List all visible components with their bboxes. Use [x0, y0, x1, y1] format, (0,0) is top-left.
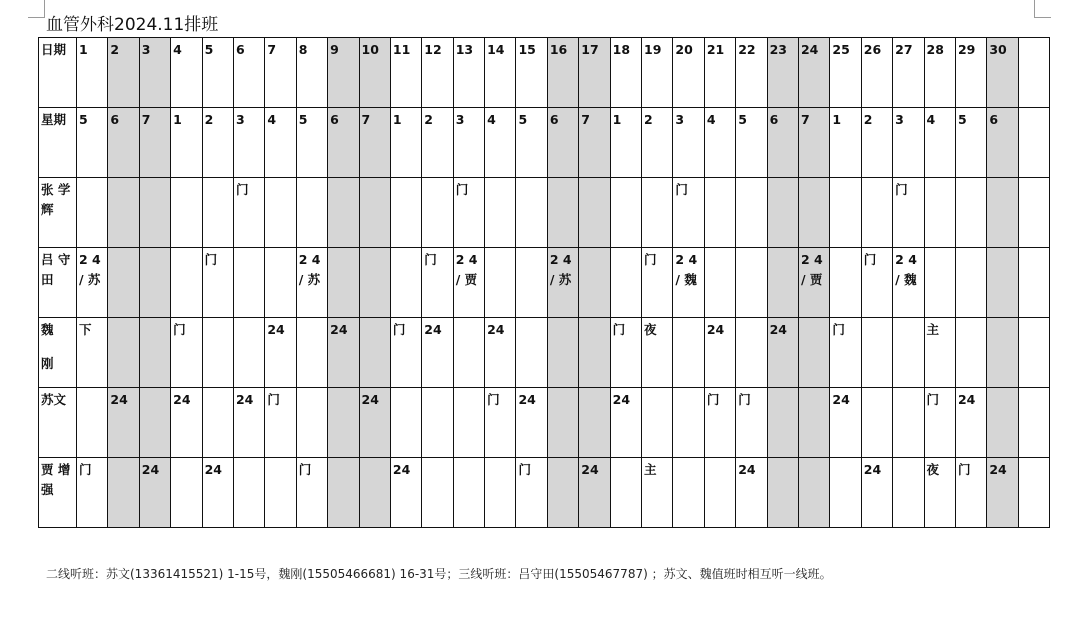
row-label [39, 458, 77, 528]
schedule-cell [139, 248, 170, 318]
schedule-cell: 7 [579, 108, 610, 178]
table-row [39, 318, 1050, 388]
schedule-cell: 24 [516, 388, 547, 458]
row-label-text: 魏 [41, 322, 54, 337]
schedule-cell: 24 [736, 458, 767, 528]
schedule-cell: 24 [798, 38, 829, 108]
schedule-cell: 29 [955, 38, 986, 108]
schedule-cell [924, 178, 955, 248]
schedule-cell: 24 [704, 318, 735, 388]
schedule-cell: 24 [830, 388, 861, 458]
schedule-cell [987, 178, 1018, 248]
schedule-cell [610, 178, 641, 248]
schedule-cell [830, 178, 861, 248]
schedule-cell: 24 [987, 458, 1018, 528]
schedule-cell [296, 318, 327, 388]
schedule-cell [1018, 248, 1049, 318]
crop-mark [44, 0, 45, 18]
schedule-cell: 2 4 / 魏 [673, 248, 704, 318]
schedule-cell [547, 318, 578, 388]
schedule-cell [893, 458, 924, 528]
schedule-cell: 5 [202, 38, 233, 108]
schedule-cell [610, 248, 641, 318]
schedule-cell: 14 [485, 38, 516, 108]
schedule-cell [955, 178, 986, 248]
row-label [39, 318, 77, 388]
schedule-cell: 7 [265, 38, 296, 108]
schedule-cell [767, 248, 798, 318]
schedule-cell [265, 458, 296, 528]
schedule-cell: 12 [422, 38, 453, 108]
schedule-cell: 22 [736, 38, 767, 108]
schedule-cell [108, 178, 139, 248]
schedule-cell [579, 248, 610, 318]
schedule-cell: 5 [77, 108, 108, 178]
schedule-cell: 3 [453, 108, 484, 178]
crop-mark [28, 17, 45, 18]
schedule-cell: 5 [955, 108, 986, 178]
schedule-cell [736, 178, 767, 248]
schedule-cell: 门 [485, 388, 516, 458]
schedule-cell: 门 [296, 458, 327, 528]
schedule-cell: 门 [77, 458, 108, 528]
schedule-cell: 30 [987, 38, 1018, 108]
schedule-cell: 2 4 / 苏 [77, 248, 108, 318]
schedule-cell: 4 [485, 108, 516, 178]
schedule-cell: 24 [861, 458, 892, 528]
schedule-cell: 4 [265, 108, 296, 178]
schedule-cell: 16 [547, 38, 578, 108]
schedule-cell: 11 [390, 38, 421, 108]
schedule-cell: 门 [202, 248, 233, 318]
schedule-cell [139, 178, 170, 248]
schedule-cell: 24 [422, 318, 453, 388]
schedule-cell [830, 248, 861, 318]
schedule-cell: 6 [547, 108, 578, 178]
schedule-cell: 17 [579, 38, 610, 108]
schedule-cell: 3 [139, 38, 170, 108]
schedule-cell [265, 248, 296, 318]
schedule-cell: 3 [233, 108, 264, 178]
schedule-cell: 1 [830, 108, 861, 178]
footnote: 二线听班：苏文(13361415521) 1-15号，魏刚(15505466681) 16-31号；三线听班：吕守田(15505467787) ；苏文、魏值班时相互听一线班。 [46, 567, 832, 581]
schedule-cell: 2 4 / 魏 [893, 248, 924, 318]
schedule-cell: 2 [202, 108, 233, 178]
schedule-cell [453, 458, 484, 528]
schedule-cell [924, 248, 955, 318]
schedule-cell: 2 [861, 108, 892, 178]
table-row [39, 38, 1050, 108]
schedule-cell [673, 458, 704, 528]
schedule-cell: 21 [704, 38, 735, 108]
schedule-cell: 24 [139, 458, 170, 528]
schedule-cell [547, 178, 578, 248]
schedule-cell [798, 178, 829, 248]
schedule-cell [328, 248, 359, 318]
schedule-cell: 2 4 / 苏 [547, 248, 578, 318]
crop-mark [1034, 0, 1035, 18]
schedule-cell [233, 318, 264, 388]
schedule-cell: 24 [265, 318, 296, 388]
schedule-cell: 门 [924, 388, 955, 458]
schedule-cell: 24 [485, 318, 516, 388]
row-label-text: 日期 [41, 42, 67, 57]
schedule-cell: 门 [233, 178, 264, 248]
schedule-cell [485, 178, 516, 248]
schedule-cell [1018, 38, 1049, 108]
schedule-cell [139, 388, 170, 458]
schedule-cell: 门 [893, 178, 924, 248]
schedule-cell [987, 318, 1018, 388]
schedule-cell: 1 [171, 108, 202, 178]
schedule-cell [485, 458, 516, 528]
schedule-cell [202, 388, 233, 458]
schedule-cell: 6 [328, 108, 359, 178]
schedule-cell [642, 178, 673, 248]
table-row [39, 458, 1050, 528]
schedule-cell: 3 [673, 108, 704, 178]
schedule-cell: 24 [579, 458, 610, 528]
schedule-cell: 门 [673, 178, 704, 248]
schedule-cell [390, 248, 421, 318]
schedule-cell: 7 [139, 108, 170, 178]
schedule-cell: 5 [736, 108, 767, 178]
schedule-cell: 23 [767, 38, 798, 108]
schedule-cell [547, 388, 578, 458]
schedule-cell: 2 4 / 苏 [296, 248, 327, 318]
schedule-cell [359, 318, 390, 388]
schedule-cell [139, 318, 170, 388]
schedule-cell: 9 [328, 38, 359, 108]
schedule-cell [767, 458, 798, 528]
schedule-cell: 1 [610, 108, 641, 178]
schedule-cell: 6 [987, 108, 1018, 178]
schedule-cell [265, 178, 296, 248]
schedule-cell: 25 [830, 38, 861, 108]
row-label-text: 贾 增 强 [41, 462, 71, 497]
schedule-cell: 下 [77, 318, 108, 388]
schedule-cell: 门 [390, 318, 421, 388]
row-label [39, 388, 77, 458]
schedule-cell [736, 318, 767, 388]
schedule-cell [861, 388, 892, 458]
schedule-cell [516, 178, 547, 248]
schedule-cell [359, 178, 390, 248]
schedule-cell [579, 388, 610, 458]
schedule-cell [171, 248, 202, 318]
schedule-cell: 24 [955, 388, 986, 458]
schedule-cell [516, 248, 547, 318]
schedule-cell: 门 [830, 318, 861, 388]
schedule-cell: 24 [328, 318, 359, 388]
schedule-cell: 1 [77, 38, 108, 108]
schedule-cell [422, 458, 453, 528]
schedule-cell [390, 388, 421, 458]
schedule-cell [328, 388, 359, 458]
schedule-cell: 门 [861, 248, 892, 318]
schedule-cell: 主 [642, 458, 673, 528]
row-label-text: 张 学 辉 [41, 182, 71, 217]
schedule-cell [328, 178, 359, 248]
table-row [39, 178, 1050, 248]
schedule-cell [77, 178, 108, 248]
schedule-cell [736, 248, 767, 318]
schedule-cell: 24 [233, 388, 264, 458]
schedule-cell: 2 4 / 贾 [798, 248, 829, 318]
schedule-cell [579, 178, 610, 248]
schedule-cell [642, 388, 673, 458]
schedule-cell [453, 318, 484, 388]
schedule-cell: 门 [704, 388, 735, 458]
schedule-cell: 门 [265, 388, 296, 458]
schedule-cell: 18 [610, 38, 641, 108]
schedule-cell: 4 [924, 108, 955, 178]
schedule-cell: 15 [516, 38, 547, 108]
schedule-cell [798, 318, 829, 388]
schedule-cell: 24 [610, 388, 641, 458]
row-label [39, 108, 77, 178]
schedule-cell: 24 [202, 458, 233, 528]
row-label [39, 38, 77, 108]
schedule-cell [485, 248, 516, 318]
schedule-cell: 6 [108, 108, 139, 178]
table-row [39, 108, 1050, 178]
schedule-cell [955, 248, 986, 318]
schedule-cell [987, 248, 1018, 318]
schedule-cell [893, 388, 924, 458]
schedule-cell: 8 [296, 38, 327, 108]
schedule-cell: 26 [861, 38, 892, 108]
schedule-cell [422, 178, 453, 248]
schedule-cell: 24 [171, 388, 202, 458]
schedule-cell: 2 4 / 贾 [453, 248, 484, 318]
schedule-cell [830, 458, 861, 528]
schedule-cell [1018, 318, 1049, 388]
schedule-table [38, 37, 1050, 528]
schedule-cell [328, 458, 359, 528]
schedule-cell: 28 [924, 38, 955, 108]
schedule-cell [861, 178, 892, 248]
schedule-cell [108, 318, 139, 388]
schedule-cell: 门 [422, 248, 453, 318]
schedule-cell [1018, 458, 1049, 528]
schedule-cell [108, 458, 139, 528]
schedule-cell [704, 458, 735, 528]
schedule-cell: 10 [359, 38, 390, 108]
schedule-cell: 门 [610, 318, 641, 388]
schedule-cell [359, 458, 390, 528]
schedule-cell [673, 318, 704, 388]
schedule-cell: 1 [390, 108, 421, 178]
schedule-cell: 夜 [924, 458, 955, 528]
schedule-cell [798, 458, 829, 528]
schedule-cell [610, 458, 641, 528]
schedule-cell [1018, 108, 1049, 178]
schedule-cell: 24 [359, 388, 390, 458]
schedule-cell [1018, 178, 1049, 248]
schedule-cell: 6 [767, 108, 798, 178]
schedule-cell: 门 [955, 458, 986, 528]
schedule-cell [955, 318, 986, 388]
schedule-cell [893, 318, 924, 388]
page-title: 血管外科2024.11排班 [46, 15, 219, 35]
schedule-cell: 2 [642, 108, 673, 178]
row-label [39, 178, 77, 248]
schedule-cell [171, 178, 202, 248]
schedule-cell [359, 248, 390, 318]
schedule-cell: 4 [704, 108, 735, 178]
schedule-cell: 门 [453, 178, 484, 248]
row-label [39, 248, 77, 318]
row-label-text: 吕 守 田 [41, 252, 71, 287]
schedule-cell: 门 [642, 248, 673, 318]
schedule-cell [202, 178, 233, 248]
schedule-cell [767, 388, 798, 458]
schedule-cell [108, 248, 139, 318]
schedule-cell [77, 388, 108, 458]
schedule-cell: 19 [642, 38, 673, 108]
schedule-cell: 门 [736, 388, 767, 458]
schedule-cell [579, 318, 610, 388]
schedule-cell [390, 178, 421, 248]
schedule-cell [1018, 388, 1049, 458]
schedule-cell [516, 318, 547, 388]
schedule-cell [233, 248, 264, 318]
schedule-cell: 3 [893, 108, 924, 178]
schedule-cell: 2 [108, 38, 139, 108]
schedule-cell [673, 388, 704, 458]
table-row [39, 248, 1050, 318]
schedule-cell: 20 [673, 38, 704, 108]
schedule-cell: 27 [893, 38, 924, 108]
schedule-cell: 5 [296, 108, 327, 178]
schedule-cell [987, 388, 1018, 458]
schedule-cell: 2 [422, 108, 453, 178]
table-row [39, 388, 1050, 458]
schedule-cell [704, 178, 735, 248]
schedule-cell: 24 [390, 458, 421, 528]
schedule-cell: 门 [171, 318, 202, 388]
schedule-cell [422, 388, 453, 458]
schedule-cell [171, 458, 202, 528]
row-label-text: 苏文 [41, 392, 67, 407]
schedule-cell [296, 178, 327, 248]
schedule-cell: 24 [108, 388, 139, 458]
schedule-cell [798, 388, 829, 458]
schedule-cell: 5 [516, 108, 547, 178]
schedule-cell: 7 [798, 108, 829, 178]
schedule-cell: 24 [767, 318, 798, 388]
schedule-cell: 7 [359, 108, 390, 178]
schedule-cell [767, 178, 798, 248]
schedule-cell: 4 [171, 38, 202, 108]
schedule-cell [296, 388, 327, 458]
schedule-cell: 6 [233, 38, 264, 108]
schedule-cell [202, 318, 233, 388]
crop-mark [1034, 17, 1051, 18]
row-label-text: 星期 [41, 112, 67, 127]
schedule-cell [861, 318, 892, 388]
schedule-cell: 夜 [642, 318, 673, 388]
schedule-cell: 13 [453, 38, 484, 108]
schedule-cell: 主 [924, 318, 955, 388]
schedule-cell: 门 [516, 458, 547, 528]
schedule-cell [233, 458, 264, 528]
schedule-cell [547, 458, 578, 528]
row-label-text: 刚 [41, 356, 54, 371]
schedule-cell [704, 248, 735, 318]
schedule-cell [453, 388, 484, 458]
